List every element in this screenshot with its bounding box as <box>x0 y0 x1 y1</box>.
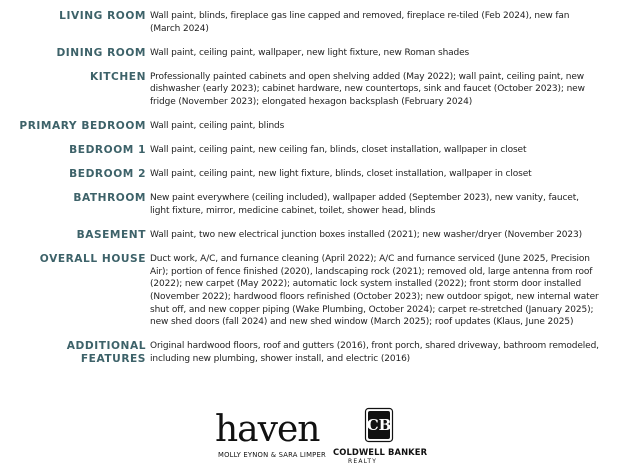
section-text: Wall paint, blinds, fireplace gas line capped and removed, fireplace re-tiled (Feb 2024), new fan (March 2024) <box>150 11 570 34</box>
section-label: BATHROOM <box>73 192 146 205</box>
section-row-overall-house <box>0 252 640 329</box>
section-label: LIVING ROOM <box>59 10 146 22</box>
section-row-bedroom-2 <box>0 167 640 181</box>
section-label: KITCHEN <box>90 70 146 83</box>
section-row-dining-room <box>0 46 640 60</box>
section-text: Duct work, A/C, and furnance cleaning (April 2022); A/C and furnance serviced (June 2025, Precision Air); portion of fence finished (2020), landscaping rock (2021); removed old, large antenna from roof (2022); new carpet (May 2022); automatic lock system installed (2022); front storm door installed (November 2022); hardwood floors refinished (October 2023); new outdoor spigot, new internal water shut off, and new copper piping (Wake Plumbing, October 2024); carpet re-stretched (January 2025); new shed doors (fall 2024) and new shed window (March 2025); roof updates (Klaus, June 2025) <box>150 254 599 328</box>
section-text: Wall paint, ceiling paint, wallpaper, new light fixture, new Roman shades <box>150 47 470 58</box>
haven-logo <box>212 409 326 460</box>
coldwell-banker-subtitle: REALTY <box>348 458 378 465</box>
section-label: PRIMARY BEDROOM <box>19 120 146 133</box>
section-row-bedroom-1 <box>0 143 640 157</box>
section-label: BEDROOM 2 <box>69 168 146 181</box>
renovation-list <box>0 9 640 365</box>
cb-monogram: CB <box>366 416 392 434</box>
section-label: OVERALL HOUSE <box>39 253 146 266</box>
section-row-basement <box>0 228 640 242</box>
section-row-primary-bedroom <box>0 119 640 133</box>
section-row-kitchen <box>0 70 640 109</box>
coldwell-banker-shield-icon <box>365 408 393 442</box>
section-row-additional-features <box>0 339 640 365</box>
section-label: BASEMENT <box>76 229 146 242</box>
section-label: BEDROOM 1 <box>69 144 146 157</box>
coldwell-banker-name: COLDWELL BANKER <box>333 447 428 457</box>
section-text: Wall paint, ceiling paint, new light fixture, blinds, closet installation, wallpaper in closet <box>150 169 532 180</box>
section-row-living-room <box>0 9 640 35</box>
section-text: Wall paint, ceiling paint, new ceiling fan, blinds, closet installation, wallpaper in closet <box>150 145 527 156</box>
haven-wordmark: haven <box>215 409 320 450</box>
section-text: New paint everywhere (ceiling included), wallpaper added (September 2023), new vanity, faucet, light fixture, mirror, medicine cabinet, toilet, shower head, blinds <box>150 193 579 216</box>
section-label: DINING ROOM <box>56 46 146 59</box>
haven-subtitle: MOLLY EYNON & SARA LIMPER <box>218 451 326 459</box>
section-text: Wall paint, two new electrical junction boxes installed (2021); new washer/dryer (November 2023) <box>150 230 583 241</box>
section-text: Original hardwood floors, roof and gutters (2016), front porch, shared driveway, bathroom remodeled, including new plumbing, shower install, and electric (2016) <box>150 341 599 364</box>
section-label: ADDITIONAL FEATURES <box>66 340 146 365</box>
section-text: Wall paint, ceiling paint, blinds <box>150 121 285 132</box>
section-row-bathroom <box>0 191 640 217</box>
section-text: Professionally painted cabinets and open shelving added (May 2022); wall paint, ceiling paint, new dishwasher (early 2023); cabinet hardware, new countertops, sink and faucet (October 2023); new fridge (November 2023); elongated hexagon backsplash (February 2024) <box>150 71 585 107</box>
coldwell-banker-logo <box>330 408 430 465</box>
